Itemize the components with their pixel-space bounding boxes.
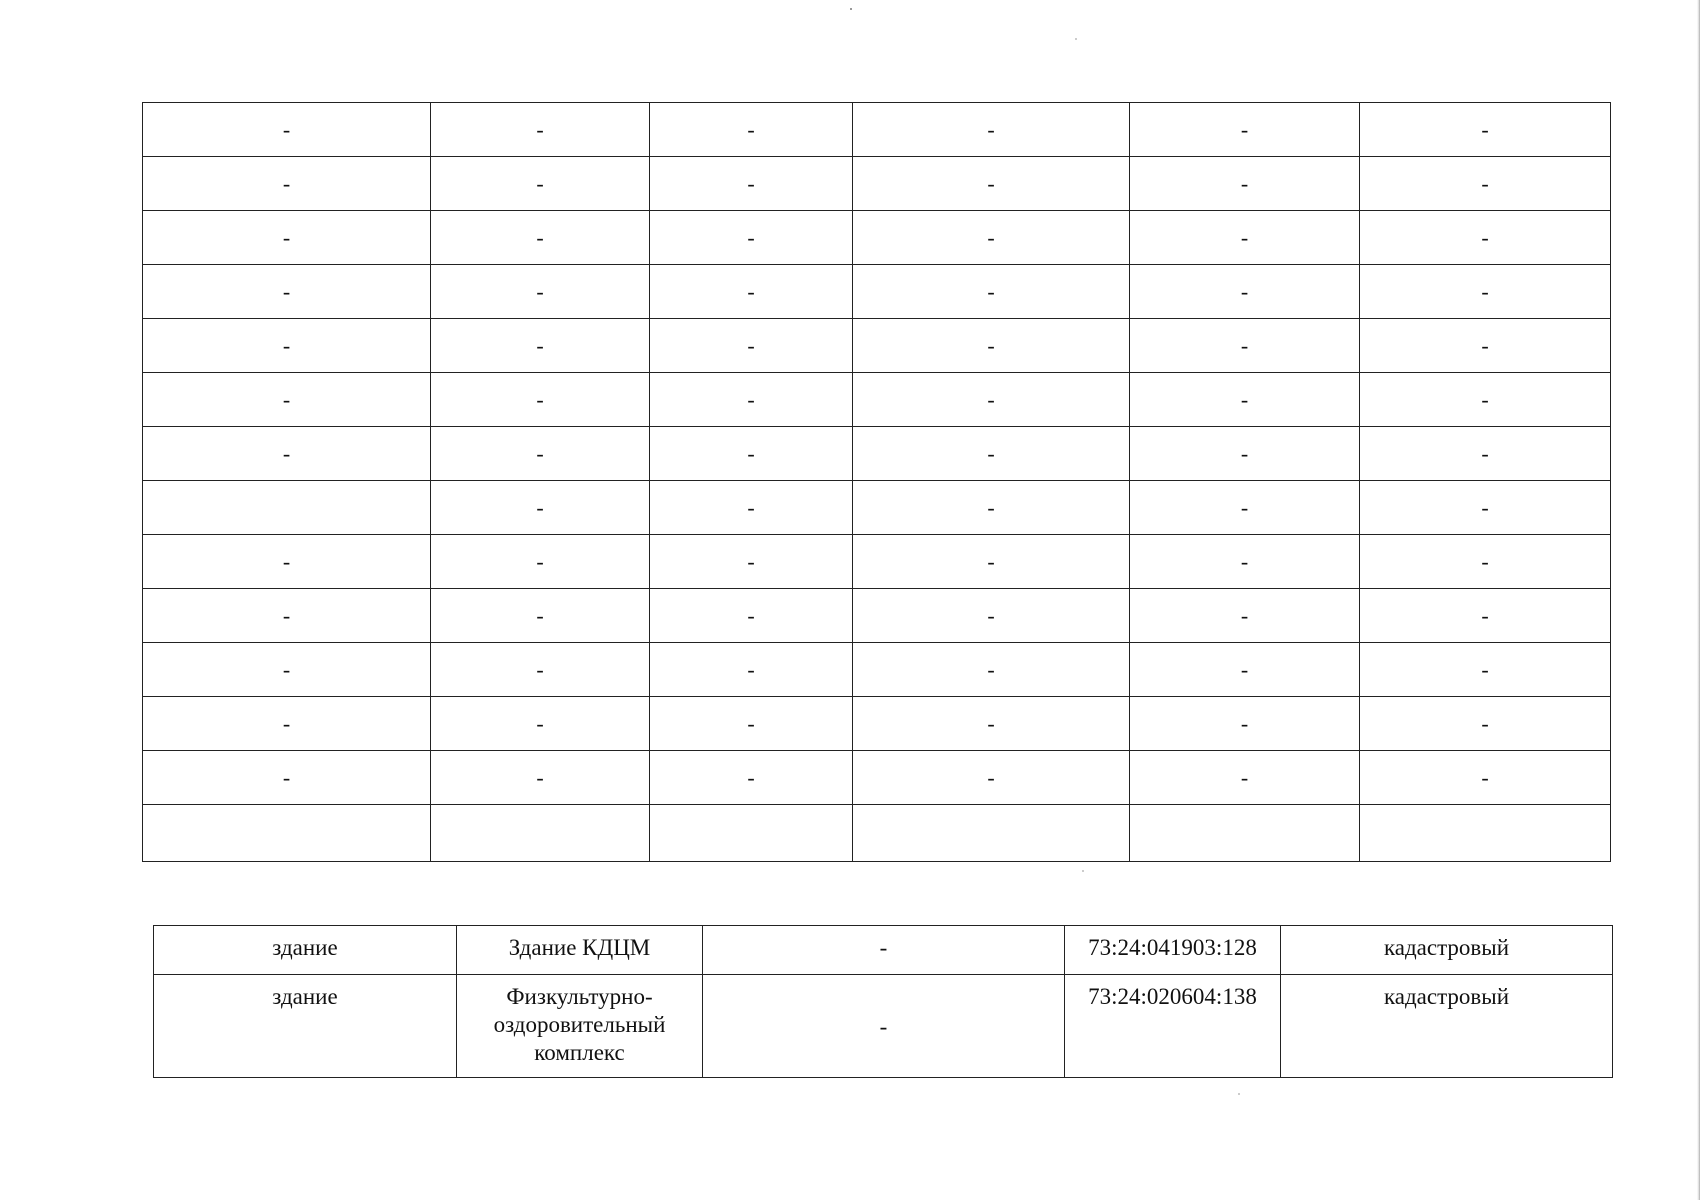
table-cell: - [1130, 373, 1360, 427]
table-cell: - [431, 211, 650, 265]
table-cell: - [143, 211, 431, 265]
table-cell: - [853, 535, 1130, 589]
table-cell: - [1360, 481, 1611, 535]
table-cell: - [1130, 589, 1360, 643]
table-cell [143, 805, 431, 862]
scan-speck [1082, 870, 1084, 872]
table-row [154, 926, 1613, 975]
table-cell: - [650, 373, 853, 427]
table-row [143, 805, 1611, 862]
top-table-body [143, 103, 1611, 862]
table-cell: - [1360, 211, 1611, 265]
table-cell: - [650, 103, 853, 157]
bottom-table [153, 925, 1613, 1078]
table-cell: - [853, 103, 1130, 157]
table-cell: - [650, 211, 853, 265]
table-cell: - [853, 373, 1130, 427]
table-cell: - [650, 157, 853, 211]
table-cell: - [650, 751, 853, 805]
table-row [143, 535, 1611, 589]
table-cell [431, 805, 650, 862]
table-cell: - [431, 589, 650, 643]
table-cell: - [431, 535, 650, 589]
scan-speck [850, 8, 852, 10]
top-table [142, 102, 1611, 862]
table-row [143, 157, 1611, 211]
table-cell: - [1130, 319, 1360, 373]
table-cell [650, 805, 853, 862]
table-cell: - [853, 643, 1130, 697]
object-type-cell: здание [154, 926, 457, 975]
table-cell: - [650, 265, 853, 319]
table-row [143, 697, 1611, 751]
table-row [143, 319, 1611, 373]
table-cell: - [1360, 535, 1611, 589]
table-cell: - [650, 697, 853, 751]
table-cell: - [431, 751, 650, 805]
table-cell: - [1360, 643, 1611, 697]
table-cell: - [650, 589, 853, 643]
object-name-cell: Физкультурно-оздоровительный комплекс [457, 975, 703, 1078]
table-cell: - [143, 751, 431, 805]
table-cell: - [853, 697, 1130, 751]
table-cell: - [1130, 535, 1360, 589]
table-cell: - [431, 481, 650, 535]
number-type-cell: кадастровый [1281, 975, 1613, 1078]
table-cell: - [1130, 103, 1360, 157]
table-row [143, 589, 1611, 643]
table-cell: - [650, 535, 853, 589]
table-cell [1360, 805, 1611, 862]
table-cell: - [431, 265, 650, 319]
table-cell: - [1130, 157, 1360, 211]
cadastral-number-cell: 73:24:020604:138 [1065, 975, 1281, 1078]
table-cell: - [1360, 103, 1611, 157]
table-cell: - [1360, 427, 1611, 481]
table-cell: - [143, 697, 431, 751]
table-row [143, 751, 1611, 805]
table-row [143, 211, 1611, 265]
table-cell: - [853, 265, 1130, 319]
table-cell: - [431, 319, 650, 373]
table-cell: - [143, 103, 431, 157]
table-cell: - [853, 319, 1130, 373]
table-cell: - [431, 427, 650, 481]
table-cell: - [1360, 751, 1611, 805]
table-cell: - [650, 643, 853, 697]
table-cell: - [431, 373, 650, 427]
table-cell: - [1130, 481, 1360, 535]
object-type-cell: здание [154, 975, 457, 1078]
table-cell: - [853, 751, 1130, 805]
table-cell: - [1130, 427, 1360, 481]
table-cell: - [650, 427, 853, 481]
table-cell: - [853, 481, 1130, 535]
table-row [154, 975, 1613, 1078]
table-cell: - [143, 157, 431, 211]
cadastral-number-cell: 73:24:041903:128 [1065, 926, 1281, 975]
table-cell: - [431, 643, 650, 697]
table-row [143, 427, 1611, 481]
scan-speck [1075, 38, 1077, 40]
table-cell [1130, 805, 1360, 862]
table-cell: - [1130, 265, 1360, 319]
table-cell: - [650, 319, 853, 373]
table-cell: - [143, 427, 431, 481]
table-row [143, 643, 1611, 697]
table-cell: - [1360, 319, 1611, 373]
table-row [143, 373, 1611, 427]
table-cell: - [143, 265, 431, 319]
table-cell: - [853, 427, 1130, 481]
table-cell [143, 481, 431, 535]
table-cell: - [1360, 589, 1611, 643]
bottom-table-body [154, 926, 1613, 1078]
table-cell: - [1360, 373, 1611, 427]
table-row [143, 103, 1611, 157]
number-type-cell: кадастровый [1281, 926, 1613, 975]
table-cell: - [1130, 751, 1360, 805]
table-cell: - [143, 589, 431, 643]
table-row [143, 265, 1611, 319]
table-cell: - [1130, 643, 1360, 697]
object-name-cell: Здание КДЦМ [457, 926, 703, 975]
table-cell: - [143, 373, 431, 427]
extra-cell: - [703, 926, 1065, 975]
table-cell: - [143, 643, 431, 697]
table-cell: - [431, 157, 650, 211]
table-cell: - [1360, 265, 1611, 319]
table-cell: - [431, 103, 650, 157]
table-cell: - [1360, 697, 1611, 751]
extra-cell: - [703, 975, 1065, 1078]
table-cell: - [1130, 697, 1360, 751]
table-row [143, 481, 1611, 535]
table-cell: - [1130, 211, 1360, 265]
scan-speck [1238, 1093, 1240, 1095]
table-cell: - [143, 319, 431, 373]
table-cell: - [431, 697, 650, 751]
table-cell [853, 805, 1130, 862]
table-cell: - [1360, 157, 1611, 211]
table-cell: - [853, 157, 1130, 211]
table-cell: - [143, 535, 431, 589]
table-cell: - [853, 589, 1130, 643]
table-cell: - [853, 211, 1130, 265]
table-cell: - [650, 481, 853, 535]
